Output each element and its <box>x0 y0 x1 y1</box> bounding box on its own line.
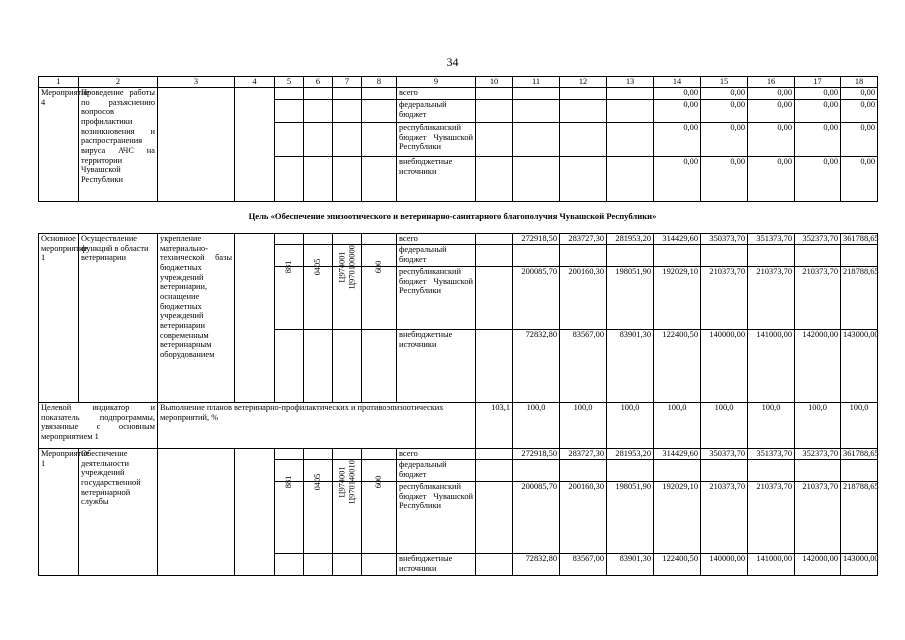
col-num: 9 <box>397 77 476 88</box>
value-cell: 141000,00 <box>748 554 795 576</box>
measure-label: Мероприятие 1 <box>39 449 79 576</box>
col-num: 10 <box>476 77 513 88</box>
value-cell: 83567,00 <box>560 330 607 403</box>
source-label: всего <box>397 88 476 100</box>
value-cell: 0,00 <box>795 100 841 123</box>
value-cell: 352373,70 <box>795 234 841 245</box>
value-cell: 83567,00 <box>560 554 607 576</box>
code-target-line-2: Ц970100000 <box>347 245 356 289</box>
value-cell <box>701 245 748 267</box>
value-cell: 361788,65 <box>841 234 878 245</box>
value-cell: 0,00 <box>748 100 795 123</box>
value-cell: 210373,70 <box>748 482 795 554</box>
value-cell: 0,00 <box>701 123 748 157</box>
value-cell: 0,00 <box>795 123 841 157</box>
code-section: 0405 <box>313 473 323 491</box>
code-target-line-1: Ц974001 <box>337 466 347 498</box>
value-cell: 210373,70 <box>701 482 748 554</box>
value-cell: 200160,30 <box>560 267 607 330</box>
indicator-value: 100,0 <box>841 403 878 449</box>
col-num: 11 <box>513 77 560 88</box>
value-cell: 351373,70 <box>748 449 795 460</box>
source-label: внебюджетные источники <box>397 157 476 202</box>
col-num: 7 <box>333 77 362 88</box>
value-cell <box>607 245 654 267</box>
value-cell: 72832,80 <box>513 554 560 576</box>
value-cell: 0,00 <box>795 88 841 100</box>
measure-title: Обеспечение деятельности учреждений государственной ветеринарной службы <box>79 449 158 576</box>
indicator-value: 100,0 <box>654 403 701 449</box>
value-cell <box>560 460 607 482</box>
source-label: республиканский бюджет Чувашской Республики <box>397 123 476 157</box>
value-cell: 0,00 <box>841 123 878 157</box>
value-cell: 281953,20 <box>607 449 654 460</box>
col-num: 15 <box>701 77 748 88</box>
value-cell <box>841 245 878 267</box>
value-cell: 272918,50 <box>513 449 560 460</box>
value-cell: 122400,50 <box>654 554 701 576</box>
table-measure-4 <box>38 76 878 202</box>
code-target-article <box>337 245 356 289</box>
col-num: 17 <box>795 77 841 88</box>
value-cell <box>795 245 841 267</box>
value-cell: 0,00 <box>654 123 701 157</box>
value-cell: 0,00 <box>654 88 701 100</box>
value-cell: 283727,30 <box>560 449 607 460</box>
value-cell: 200085,70 <box>513 482 560 554</box>
goal-heading: Цель «Обеспечение эпизоотического и ветеринарно-санитарного благополучия Чувашской Республики» <box>248 211 657 221</box>
value-cell <box>654 460 701 482</box>
value-cell: 0,00 <box>841 100 878 123</box>
value-cell: 122400,50 <box>654 330 701 403</box>
value-cell <box>513 245 560 267</box>
value-cell: 272918,50 <box>513 234 560 245</box>
value-cell: 198051,90 <box>607 267 654 330</box>
value-cell: 210373,70 <box>701 267 748 330</box>
value-cell: 0,00 <box>748 123 795 157</box>
value-cell: 192029,10 <box>654 267 701 330</box>
code-section: 0405 <box>313 258 323 276</box>
value-cell: 0,00 <box>841 157 878 202</box>
value-cell <box>654 245 701 267</box>
value-cell: 314429,60 <box>654 234 701 245</box>
code-ministry: 881 <box>284 260 294 274</box>
col-num: 8 <box>362 77 397 88</box>
value-cell <box>841 460 878 482</box>
code-expense-type: 600 <box>374 475 384 489</box>
value-cell: 192029,10 <box>654 482 701 554</box>
code-ministry: 881 <box>284 475 294 489</box>
value-cell: 0,00 <box>748 88 795 100</box>
indicator-value: 103,1 <box>476 403 513 449</box>
code-target-line-2: Ц970140010 <box>347 460 356 504</box>
main-measure-label: Основное мероприятие 1 <box>39 234 79 403</box>
value-cell: 0,00 <box>701 157 748 202</box>
value-cell: 0,00 <box>701 100 748 123</box>
value-cell <box>748 245 795 267</box>
code-target-line-1: Ц974001 <box>337 251 347 283</box>
col-num: 13 <box>607 77 654 88</box>
value-cell <box>795 460 841 482</box>
value-cell: 0,00 <box>654 100 701 123</box>
value-cell: 142000,00 <box>795 554 841 576</box>
value-cell: 352373,70 <box>795 449 841 460</box>
value-cell: 142000,00 <box>795 330 841 403</box>
value-cell: 140000,00 <box>701 330 748 403</box>
value-cell <box>607 460 654 482</box>
value-cell: 200160,30 <box>560 482 607 554</box>
indicator-value: 100,0 <box>795 403 841 449</box>
source-label: республиканский бюджет Чувашской Республики <box>397 482 476 554</box>
value-cell: 200085,70 <box>513 267 560 330</box>
value-cell: 351373,70 <box>748 234 795 245</box>
value-cell <box>560 245 607 267</box>
page-number: 34 <box>446 55 459 69</box>
value-cell: 281953,20 <box>607 234 654 245</box>
table-main-measure-1 <box>38 233 878 576</box>
code-target-article <box>337 460 356 504</box>
value-cell: 218788,65 <box>841 267 878 330</box>
value-cell: 314429,60 <box>654 449 701 460</box>
value-cell: 72832,80 <box>513 330 560 403</box>
value-cell: 210373,70 <box>795 482 841 554</box>
value-cell: 350373,70 <box>701 234 748 245</box>
value-cell: 350373,70 <box>701 449 748 460</box>
col-num: 1 <box>39 77 79 88</box>
value-cell <box>748 460 795 482</box>
source-label: федеральный бюджет <box>397 245 476 267</box>
indicator-value: 100,0 <box>513 403 560 449</box>
value-cell: 198051,90 <box>607 482 654 554</box>
value-cell: 0,00 <box>841 88 878 100</box>
code-expense-type: 600 <box>374 260 384 274</box>
main-measure-title: Осуществление функций в области ветеринарии <box>79 234 158 403</box>
col-num: 5 <box>275 77 304 88</box>
value-cell: 210373,70 <box>795 267 841 330</box>
value-cell: 0,00 <box>654 157 701 202</box>
value-cell: 143000,00 <box>841 554 878 576</box>
value-cell: 0,00 <box>701 88 748 100</box>
value-cell: 0,00 <box>795 157 841 202</box>
value-cell: 283727,30 <box>560 234 607 245</box>
source-label: федеральный бюджет <box>397 100 476 123</box>
value-cell: 83901,30 <box>607 330 654 403</box>
source-label: всего <box>397 449 476 460</box>
measure-title: Проведение работы по разъяснению вопросов профилактики возникновения и распространения вируса АЧС на территории Чувашской Республики <box>79 88 158 202</box>
indicator-value: 100,0 <box>748 403 795 449</box>
main-measure-description: укрепление материально-технической базы бюджетных учреждений ветеринарии, оснащение бюджетных учреждений ветеринарии современным ветеринарным оборудованием <box>158 234 235 403</box>
col-num: 3 <box>158 77 235 88</box>
value-cell <box>513 460 560 482</box>
value-cell: 141000,00 <box>748 330 795 403</box>
col-num: 14 <box>654 77 701 88</box>
value-cell: 210373,70 <box>748 267 795 330</box>
col-num: 2 <box>79 77 158 88</box>
value-cell: 140000,00 <box>701 554 748 576</box>
indicator-value: 100,0 <box>607 403 654 449</box>
col-num: 16 <box>748 77 795 88</box>
source-label: внебюджетные источники <box>397 554 476 576</box>
col-num: 18 <box>841 77 878 88</box>
value-cell: 218788,65 <box>841 482 878 554</box>
indicator-value: 100,0 <box>701 403 748 449</box>
source-label: внебюджетные источники <box>397 330 476 403</box>
col-num: 6 <box>304 77 333 88</box>
indicator-value: 100,0 <box>560 403 607 449</box>
value-cell: 83901,30 <box>607 554 654 576</box>
source-label: всего <box>397 234 476 245</box>
value-cell <box>701 460 748 482</box>
source-label: республиканский бюджет Чувашской Республики <box>397 267 476 330</box>
value-cell: 143000,00 <box>841 330 878 403</box>
indicator-text: Выполнение планов ветеринарно-профилактических и противоэпизоотических мероприятий, % <box>158 403 476 449</box>
value-cell: 361788,65 <box>841 449 878 460</box>
col-num: 12 <box>560 77 607 88</box>
indicator-label: Целевой индикатор и показатель подпрограммы, увязанные с основным мероприятием 1 <box>39 403 158 449</box>
column-number-row <box>39 77 878 88</box>
value-cell: 0,00 <box>748 157 795 202</box>
source-label: федеральный бюджет <box>397 460 476 482</box>
col-num: 4 <box>235 77 275 88</box>
measure-label: Мероприятие 4 <box>39 88 79 202</box>
